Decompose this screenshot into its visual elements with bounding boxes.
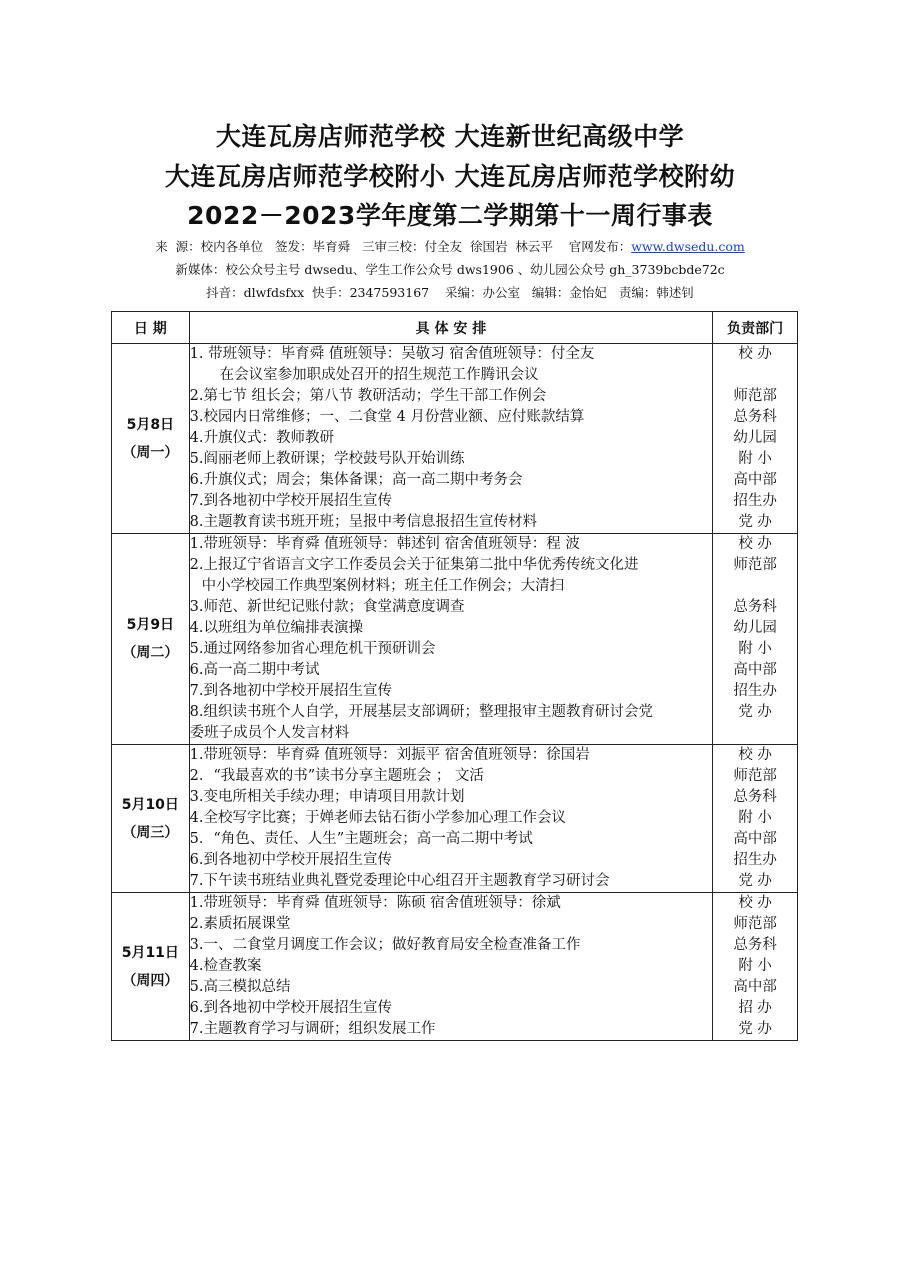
schedule-item: 2.上报辽宁省语言文字工作委员会关于征集第二批中华优秀传统文化进 <box>189 557 639 573</box>
schedule-item: 委班子成员个人发言材料 <box>189 725 350 741</box>
schedule-item: 7.到各地初中学校开展招生宣传 <box>189 493 392 509</box>
schedule-item: 5.高三模拟总结 <box>189 979 291 995</box>
day-date: 5月9日 <box>126 617 175 633</box>
responsible-dept: 高中部 <box>733 662 777 678</box>
responsible-dept: 招生办 <box>733 683 777 699</box>
schedule-item: 5.阎丽老师上教研课；学校鼓号队开始训练 <box>189 451 465 467</box>
responsible-dept <box>713 723 797 744</box>
responsible-dept: 党 办 <box>738 873 772 889</box>
day-date: 5月10日 <box>121 796 179 813</box>
schedule-item: 3.变电所相关手续办理；申请项目用款计划 <box>189 789 465 805</box>
responsible-dept: 师范部 <box>733 768 777 784</box>
schedule-item: 6.升旗仪式；周会；集体备课；高一高二期中考务会 <box>189 472 523 488</box>
schedule-item: 1.带班领导：毕育舜 值班领导：韩述钊 宿舍值班领导：程 波 <box>189 536 580 552</box>
responsible-dept: 校 办 <box>738 346 772 362</box>
responsible-dept: 师范部 <box>733 557 777 573</box>
responsible-dept <box>713 365 797 386</box>
day-weekday: （周三） <box>122 824 179 841</box>
responsible-dept: 招生办 <box>733 852 777 868</box>
day-date-cell <box>112 893 190 1041</box>
day-date: 5月8日 <box>126 416 175 433</box>
responsible-dept: 校 办 <box>738 747 772 763</box>
schedule-item: 1. 带班领导：毕育舜 值班领导：吴敬习 宿舍值班领导：付全友 <box>189 346 595 362</box>
schedule-item: 在会议室参加职成处召开的招生规范工作腾讯会议 <box>219 367 539 383</box>
schedule-item: 2.素质拓展课堂 <box>189 916 291 932</box>
day-weekday: （周一） <box>122 444 179 461</box>
day-items-cell <box>189 893 713 1041</box>
responsible-dept: 党 办 <box>738 514 772 530</box>
responsible-dept: 高中部 <box>733 831 777 847</box>
schedule-item: 4.升旗仪式：教师教研 <box>189 430 334 446</box>
day-items-cell <box>189 534 713 745</box>
schedule-item: 2.第七节 组长会；第八节 教研活动；学生干部工作例会 <box>189 388 547 404</box>
schedule-item: 中小学校园工作典型案例材料；班主任工作例会；大清扫 <box>201 578 565 594</box>
responsible-dept: 高中部 <box>733 979 777 995</box>
schedule-item: 7.下午读书班结业典礼暨党委理论中心组召开主题教育学习研讨会 <box>189 873 610 889</box>
responsible-dept: 附 小 <box>738 451 772 467</box>
day-items-cell <box>189 344 713 534</box>
schedule-item: 4.全校写字比赛；于婵老师去钻石街小学参加心理工作会议 <box>189 810 566 826</box>
schedule-item: 8.主题教育读书班开班；呈报中考信息报招生宣传材料 <box>189 514 537 530</box>
responsible-dept: 师范部 <box>733 388 777 404</box>
meta-source-text: 来 源：校内各单位 签发：毕育舜 三审三校：付全友 徐国岩 林云平 官网发布： <box>155 239 632 254</box>
schedule-item: 3.师范、新世纪记账付款；食堂满意度调查 <box>189 599 465 615</box>
title-line-3: 2022－2023学年度第二学期第十一周行事表 <box>187 201 713 230</box>
responsible-dept: 党 办 <box>738 704 772 720</box>
meta-line-editors: 抖音：dlwfdsfxx 快手：2347593167 采编：办公室 编辑：金怡妃 责编：韩述钊 <box>206 285 694 300</box>
day-items-cell <box>189 745 713 893</box>
schedule-item: 2．“我最喜欢的书”读书分享主题班会 ； 文活 <box>189 768 484 784</box>
responsible-dept: 招 办 <box>738 1000 772 1016</box>
schedule-item: 3.一、二食堂月调度工作会议；做好教育局安全检查准备工作 <box>189 937 581 953</box>
schedule-item: 6.高一高二期中考试 <box>189 662 320 678</box>
website-link[interactable]: www.dwsedu.com <box>631 239 745 254</box>
schedule-item: 6.到各地初中学校开展招生宣传 <box>189 852 392 868</box>
schedule-item: 1.带班领导：毕育舜 值班领导：刘振平 宿舍值班领导：徐国岩 <box>189 747 590 763</box>
schedule-item: 5.通过网络参加省心理危机干预研训会 <box>189 641 436 657</box>
header-date: 日 期 <box>112 312 190 344</box>
table-row <box>112 534 798 745</box>
schedule-item: 1.带班领导：毕育舜 值班领导：陈硕 宿舍值班领导：徐斌 <box>189 895 561 911</box>
responsible-dept: 附 小 <box>738 810 772 826</box>
table-row <box>112 745 798 893</box>
responsible-dept: 校 办 <box>738 536 772 552</box>
title-line-2: 大连瓦房店师范学校附小 大连瓦房店师范学校附幼 <box>164 162 736 191</box>
header-items: 具 体 安 排 <box>189 312 713 344</box>
responsible-dept: 招生办 <box>733 493 777 509</box>
schedule-item: 4.以班组为单位编排表演操 <box>189 620 363 636</box>
schedule-item: 7.到各地初中学校开展招生宣传 <box>189 683 392 699</box>
table-row <box>112 344 798 534</box>
meta-line-source <box>0 238 900 256</box>
responsible-dept: 附 小 <box>738 641 772 657</box>
responsible-dept: 幼儿园 <box>733 430 777 446</box>
day-dept-cell <box>713 344 798 534</box>
responsible-dept: 高中部 <box>733 472 777 488</box>
responsible-dept: 总务科 <box>733 937 777 953</box>
schedule-item: 6.到各地初中学校开展招生宣传 <box>189 1000 392 1016</box>
schedule-item: 8.组织读书班个人自学，开展基层支部调研；整理报审主题教育研讨会党 <box>189 704 653 720</box>
day-weekday: （周二） <box>122 645 179 661</box>
table-body <box>112 344 798 1041</box>
responsible-dept: 党 办 <box>738 1021 772 1037</box>
responsible-dept <box>713 576 797 597</box>
schedule-item: 7.主题教育学习与调研；组织发展工作 <box>189 1021 436 1037</box>
table-header-row <box>112 312 798 344</box>
day-dept-cell <box>713 534 798 745</box>
weekly-schedule-table <box>111 311 798 1041</box>
day-dept-cell <box>713 893 798 1041</box>
responsible-dept: 总务科 <box>733 409 777 425</box>
day-date-cell <box>112 534 190 745</box>
header-dept: 负责部门 <box>713 312 798 344</box>
responsible-dept: 幼儿园 <box>733 620 777 636</box>
schedule-item: 5．“角色、责任、人生”主题班会；高一高二期中考试 <box>189 831 533 847</box>
schedule-item: 4.检查教案 <box>189 958 262 974</box>
day-date-cell <box>112 745 190 893</box>
day-weekday: （周四） <box>122 972 179 989</box>
schedule-item: 3.校园内日常维修；一、二食堂 4 月份营业额、应付账款结算 <box>189 409 585 425</box>
responsible-dept: 总务科 <box>733 789 777 805</box>
table-row <box>112 893 798 1041</box>
day-date-cell <box>112 344 190 534</box>
responsible-dept: 师范部 <box>733 916 777 932</box>
responsible-dept: 附 小 <box>738 958 772 974</box>
responsible-dept: 总务科 <box>733 599 777 615</box>
meta-line-new-media: 新媒体：校公众号主号 dwsedu、学生工作公众号 dws1906 、幼儿园公众号 gh_3739bcbde72c <box>175 262 725 277</box>
title-line-1: 大连瓦房店师范学校 大连新世纪高级中学 <box>215 122 685 151</box>
day-date: 5月11日 <box>121 944 179 961</box>
day-dept-cell <box>713 745 798 893</box>
responsible-dept: 校 办 <box>738 895 772 911</box>
